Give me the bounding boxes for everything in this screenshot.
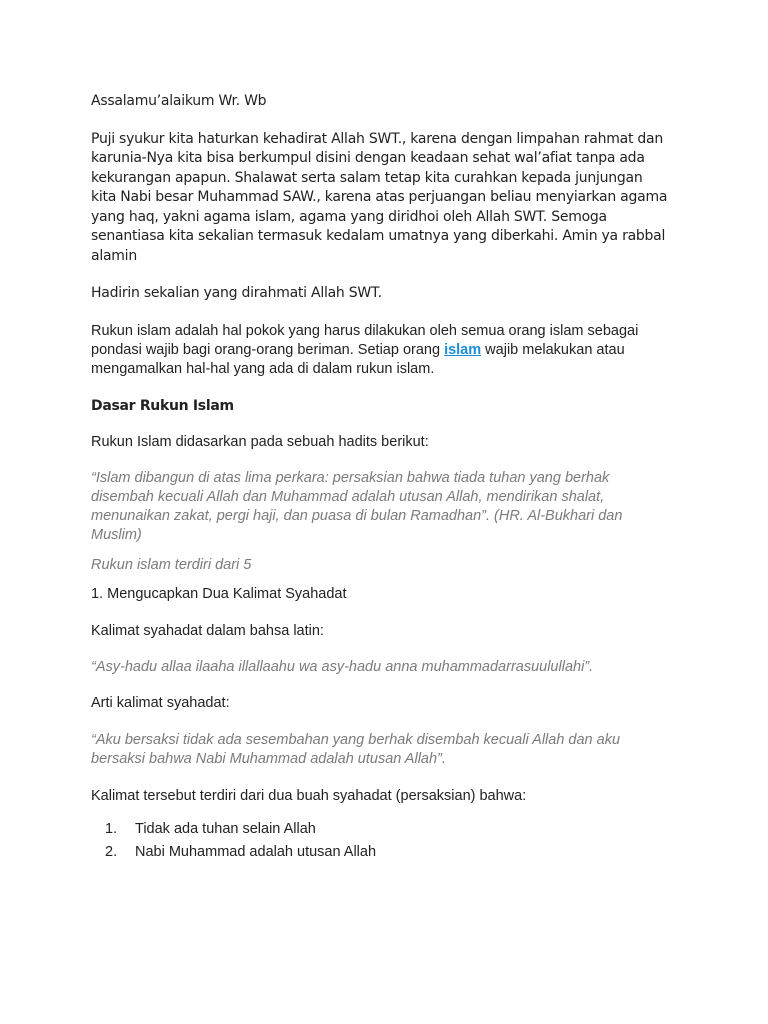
item1-title: 1. Mengucapkan Dua Kalimat Syahadat <box>91 585 347 602</box>
hadith-intro: Rukun Islam didasarkan pada sebuah hadits berikut: <box>91 433 429 450</box>
latin-label: Kalimat syahadat dalam bahsa latin: <box>91 622 324 639</box>
latin-quote: “Asy-hadu allaa ilaaha illallaahu wa asy-hadu anna muhammadarrasuulullahi”. <box>91 658 594 675</box>
list-item <box>91 818 671 841</box>
syahadat-list <box>91 818 671 864</box>
greeting: Assalamu’alaikum Wr. Wb <box>91 93 267 109</box>
list-item-text: Tidak ada tuhan selain Allah <box>135 820 316 837</box>
list-item-number: 2. <box>105 843 118 860</box>
address-paragraph: Hadirin sekalian yang dirahmati Allah SWT. <box>91 285 382 301</box>
consists-label: Kalimat tersebut terdiri dari dua buah syahadat (persaksian) bahwa: <box>91 787 527 804</box>
intro-paragraph: Puji syukur kita haturkan kehadirat Allah SWT., karena dengan limpahan rahmat dan karunia-Nya kita bisa berkumpul disini dengan keadaan sehat wal’afiat tanpa ada kekurangan apapun. Shalawat serta salam tetap kita curahkan kepada junjungan kita Nabi besar Muhammad SAW., karena atas perjuangan beliau menyiarkan agama yang haq, yakni agama islam, agama yang diridhoi oleh Allah SWT. Semoga senantiasa kita sekalian termasuk kedalam umatnya yang diberkahi. Amin ya rabbal alamin <box>91 130 668 264</box>
list-item-number: 1. <box>105 820 118 837</box>
list-item <box>91 841 671 864</box>
rukun-text-before: Rukun islam adalah hal pokok yang harus dilakukan oleh semua orang islam sebagai pondasi wajib bagi orang-orang beriman. Setiap orang <box>91 322 639 358</box>
rukun-text-after: wajib melakukan atau mengamalkan hal-hal yang ada di dalam rukun islam. <box>91 341 625 377</box>
hadith-quote: “Islam dibangun di atas lima perkara: persaksian bahwa tiada tuhan yang berhak disembah kecuali Allah dan Muhammad adalah utusan Allah, mendirikan shalat, menunaikan zakat, pergi haji, dan puasa di bulan Ramadhan”. (HR. Al-Bukhari dan Muslim) <box>91 469 623 543</box>
meaning-quote: “Aku bersaksi tidak ada sesembahan yang berhak disembah kecuali Allah dan aku bersaksi bahwa Nabi Muhammad adalah utusan Allah”. <box>91 731 621 767</box>
section-heading: Dasar Rukun Islam <box>91 397 234 414</box>
rukun-paragraph <box>91 322 671 379</box>
list-item-text: Nabi Muhammad adalah utusan Allah <box>135 843 377 860</box>
islam-link[interactable]: islam <box>444 341 482 358</box>
meaning-label: Arti kalimat syahadat: <box>91 694 230 711</box>
rukun-count: Rukun islam terdiri dari 5 <box>91 556 252 573</box>
document-page <box>91 92 671 864</box>
